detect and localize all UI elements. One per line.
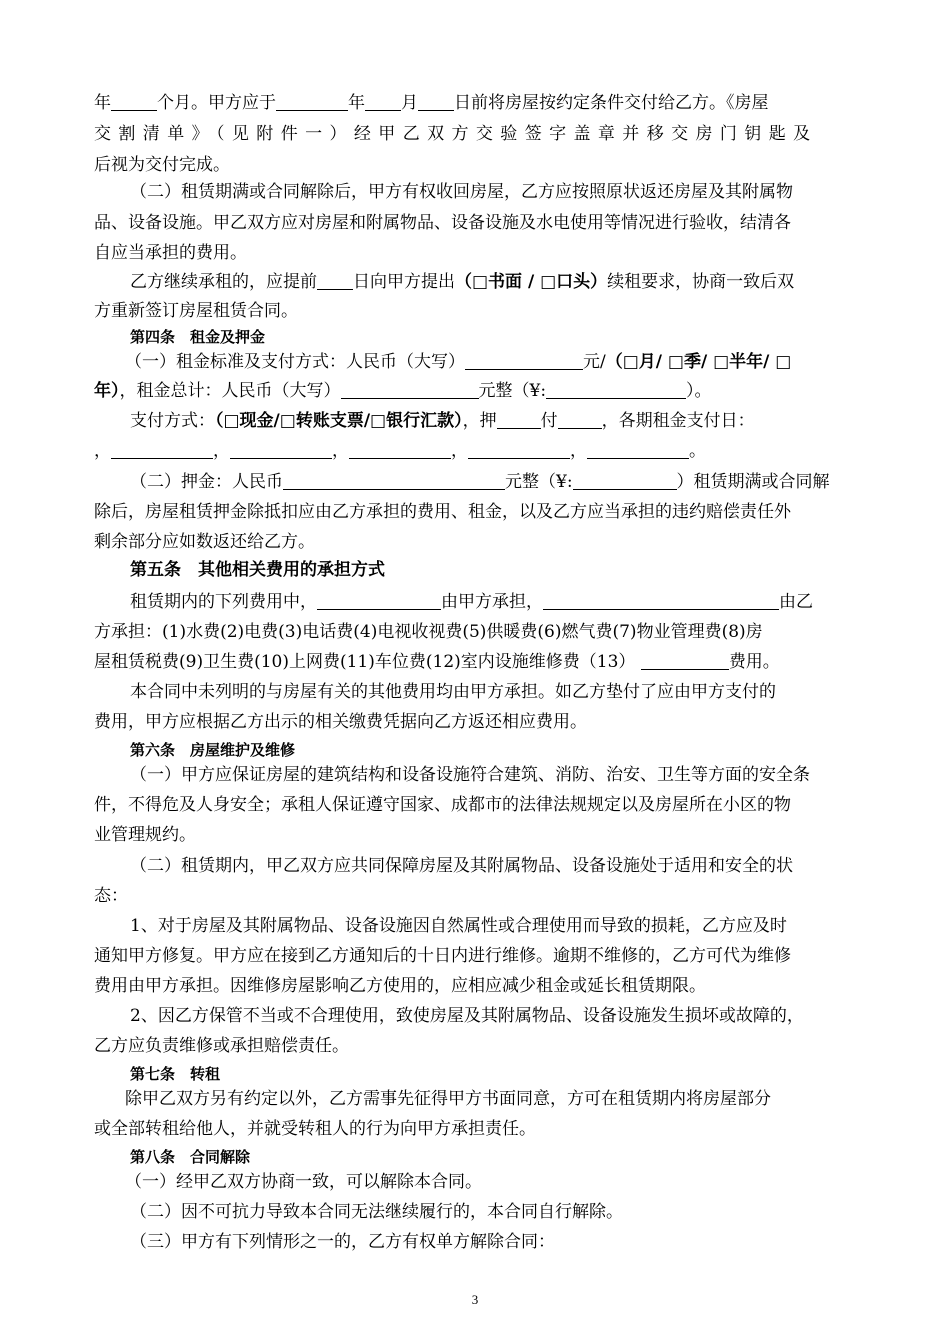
blank-field — [558, 410, 602, 429]
article-7-heading: 第七条 转租 — [130, 1065, 221, 1083]
blank-field — [573, 471, 677, 490]
text-line: 品、设备设施。甲乙双方应对房屋和附属物品、设备设施及水电使用等情况进行验收，结清各 — [94, 213, 791, 233]
blank-field — [465, 351, 583, 370]
blank-field — [349, 440, 451, 459]
blank-field — [341, 380, 479, 399]
text-line: （三）甲方有下列情形之一的，乙方有权单方解除合同： — [130, 1232, 555, 1252]
text-line: 通知甲方修复。甲方应在接到乙方通知后的十日内进行维修。逾期不维修的，乙方可代为维修 — [94, 946, 791, 966]
article-6-heading: 第六条 房屋维护及维修 — [130, 741, 296, 759]
text-line: （二）租赁期内，甲乙双方应共同保障房屋及其附属物品、设备设施处于适用和安全的状 — [130, 856, 793, 876]
text-line: 2、因乙方保管不当或不合理使用，致使房屋及其附属物品、设备设施发生损坏或故障的， — [130, 1006, 804, 1026]
blank-field — [111, 92, 157, 111]
blank-field — [283, 471, 505, 490]
text-line: 自应当承担的费用。 — [94, 243, 247, 263]
blank-field — [418, 92, 454, 111]
blank-field — [317, 591, 441, 610]
blank-field — [111, 440, 213, 459]
article-5-heading: 第五条 其他相关费用的承担方式 — [130, 560, 385, 580]
blank-field — [230, 440, 332, 459]
text-line: 剩余部分应如数返还给乙方。 — [94, 532, 315, 552]
text-line: 交割清单》（见附件一）经甲乙双方交验签字盖章并移交房门钥匙及 — [94, 124, 818, 144]
text-line: （一）甲方应保证房屋的建筑结构和设备设施符合建筑、消防、治安、卫生等方面的安全条 — [130, 765, 810, 785]
payment-dates-line: ， ， ， ， ， 。 — [94, 441, 706, 461]
blank-field — [546, 380, 686, 399]
page-number: 3 — [471, 1292, 479, 1307]
text-line: （二）因不可抗力导致本合同无法继续履行的，本合同自行解除。 — [130, 1202, 623, 1222]
text-line: 本合同中未列明的与房屋有关的其他费用均由甲方承担。如乙方垫付了应由甲方支付的 — [130, 682, 776, 702]
text-line: 后视为交付完成。 — [94, 155, 230, 175]
blank-field — [468, 440, 570, 459]
blank-field — [276, 92, 348, 111]
blank-field — [543, 591, 779, 610]
text-line: （一）经甲乙双方协商一致，可以解除本合同。 — [125, 1172, 482, 1192]
text-line: 件，不得危及人身安全；承租人保证遵守国家、成都市的法律法规规定以及房屋所在小区的物 — [94, 795, 791, 815]
text-line: 支付方式：（□现金/□转账支票/□银行汇款），押 付 ，各期租金支付日： — [130, 411, 755, 431]
text-line: 年），租金总计：人民币（大写） 元整（¥: ）。 — [94, 381, 712, 401]
blank-field — [641, 651, 729, 670]
text-line: 费用由甲方承担。因维修房屋影响乙方使用的，应相应减少租金或延长租赁期限。 — [94, 976, 706, 996]
text-line: 年 个月。甲方应于 年 月 日前将房屋按约定条件交付给乙方。《房屋 — [94, 93, 769, 113]
text-line: 费用，甲方应根据乙方出示的相关缴费凭据向乙方返还相应费用。 — [94, 712, 587, 732]
text-line: 屋租赁税费(9)卫生费(10)上网费(11)车位费(12)室内设施维修费（13） 费用。 — [94, 652, 780, 672]
text-line: （二）押金：人民币 元整（¥: ）租赁期满或合同解 — [130, 472, 830, 492]
article-8-heading: 第八条 合同解除 — [130, 1148, 251, 1166]
article-4-heading: 第四条 租金及押金 — [130, 328, 266, 346]
text-line: （二）租赁期满或合同解除后，甲方有权收回房屋，乙方应按照原状返还房屋及其附属物 — [130, 182, 793, 202]
blank-field — [365, 92, 401, 111]
text-line: 除后，房屋租赁押金除抵扣应由乙方承担的费用、租金，以及乙方应当承担的违约赔偿责任外 — [94, 502, 791, 522]
text-line: 方承担：(1)水费(2)电费(3)电话费(4)电视收视费(5)供暖费(6)燃气费(7)物业管理费(8)房 — [94, 622, 763, 642]
text-line: 1、对于房屋及其附属物品、设备设施因自然属性或合理使用而导致的损耗，乙方应及时 — [130, 916, 787, 936]
text-line: 租赁期内的下列费用中， 由甲方承担， 由乙 — [130, 592, 813, 612]
blank-field — [317, 271, 353, 290]
text-line: 除甲乙双方另有约定以外，乙方需事先征得甲方书面同意，方可在租赁期内将房屋部分 — [125, 1089, 771, 1109]
blank-field — [497, 410, 541, 429]
blank-field — [587, 440, 689, 459]
text-line: （一）租金标准及支付方式：人民币（大写） 元/（□月/ □季/ □半年/ □ — [125, 352, 792, 372]
text-line: 态： — [94, 886, 128, 906]
text-line: 乙方继续承租的，应提前 日向甲方提出（□书面 / □口头）续租要求，协商一致后双 — [130, 272, 795, 292]
text-line: 方重新签订房屋租赁合同。 — [94, 301, 298, 321]
text-line: 乙方应负责维修或承担赔偿责任。 — [94, 1036, 349, 1056]
text-line: 业管理规约。 — [94, 825, 196, 845]
text-line: 或全部转租给他人，并就受转租人的行为向甲方承担责任。 — [94, 1119, 536, 1139]
